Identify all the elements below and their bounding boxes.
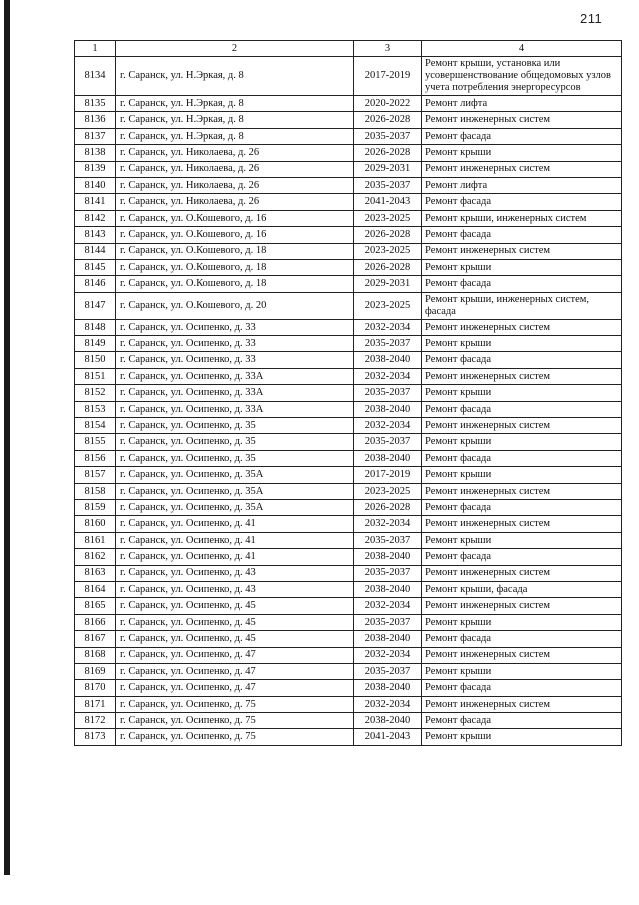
work-type: Ремонт крыши	[422, 467, 622, 483]
header-col-4: 4	[422, 41, 622, 57]
address: г. Саранск, ул. Осипенко, д. 43	[116, 565, 354, 581]
work-type: Ремонт инженерных систем	[422, 368, 622, 384]
work-type: Ремонт лифта	[422, 177, 622, 193]
address: г. Саранск, ул. Осипенко, д. 75	[116, 696, 354, 712]
table-row	[75, 418, 622, 434]
work-type: Ремонт инженерных систем	[422, 319, 622, 335]
row-number: 8150	[75, 352, 116, 368]
work-type: Ремонт лифта	[422, 96, 622, 112]
table-row	[75, 581, 622, 597]
work-type: Ремонт крыши	[422, 434, 622, 450]
period: 2038-2040	[354, 631, 422, 647]
work-type: Ремонт крыши	[422, 145, 622, 161]
row-number: 8147	[75, 292, 116, 319]
row-number: 8136	[75, 112, 116, 128]
work-type: Ремонт крыши	[422, 614, 622, 630]
address: г. Саранск, ул. Николаева, д. 26	[116, 177, 354, 193]
address: г. Саранск, ул. Осипенко, д. 75	[116, 713, 354, 729]
work-type: Ремонт крыши, установка или усовершенствование общедомовых узлов учета потребления энергоресурсов	[422, 57, 622, 96]
table-row	[75, 598, 622, 614]
work-type: Ремонт фасада	[422, 401, 622, 417]
row-number: 8137	[75, 128, 116, 144]
table-row	[75, 549, 622, 565]
row-number: 8143	[75, 227, 116, 243]
table-row	[75, 401, 622, 417]
address: г. Саранск, ул. Осипенко, д. 33А	[116, 368, 354, 384]
row-number: 8148	[75, 319, 116, 335]
work-type: Ремонт инженерных систем	[422, 483, 622, 499]
work-type: Ремонт фасада	[422, 499, 622, 515]
table-row	[75, 292, 622, 319]
row-number: 8170	[75, 680, 116, 696]
address: г. Саранск, ул. Осипенко, д. 41	[116, 532, 354, 548]
row-number: 8159	[75, 499, 116, 515]
table-row	[75, 385, 622, 401]
row-number: 8155	[75, 434, 116, 450]
table-row	[75, 532, 622, 548]
page-number: 211	[580, 11, 603, 26]
address: г. Саранск, ул. Осипенко, д. 35	[116, 418, 354, 434]
row-number: 8162	[75, 549, 116, 565]
row-number: 8167	[75, 631, 116, 647]
address: г. Саранск, ул. Осипенко, д. 33А	[116, 385, 354, 401]
address: г. Саранск, ул. О.Кошевого, д. 16	[116, 210, 354, 226]
repair-schedule-table	[74, 40, 622, 746]
table-row	[75, 259, 622, 275]
work-type: Ремонт инженерных систем	[422, 647, 622, 663]
period: 2026-2028	[354, 227, 422, 243]
address: г. Саранск, ул. Осипенко, д. 47	[116, 680, 354, 696]
address: г. Саранск, ул. Осипенко, д. 35А	[116, 467, 354, 483]
table-row	[75, 483, 622, 499]
row-number: 8156	[75, 450, 116, 466]
period: 2035-2037	[354, 614, 422, 630]
table-row	[75, 319, 622, 335]
period: 2035-2037	[354, 336, 422, 352]
address: г. Саранск, ул. Н.Эркая, д. 8	[116, 112, 354, 128]
address: г. Саранск, ул. Осипенко, д. 75	[116, 729, 354, 745]
work-type: Ремонт инженерных систем	[422, 112, 622, 128]
row-number: 8145	[75, 259, 116, 275]
period: 2026-2028	[354, 499, 422, 515]
table-row	[75, 663, 622, 679]
period: 2038-2040	[354, 713, 422, 729]
table-row	[75, 565, 622, 581]
table-row	[75, 434, 622, 450]
address: г. Саранск, ул. О.Кошевого, д. 18	[116, 276, 354, 292]
work-type: Ремонт инженерных систем	[422, 418, 622, 434]
work-type: Ремонт инженерных систем	[422, 516, 622, 532]
row-number: 8173	[75, 729, 116, 745]
period: 2038-2040	[354, 352, 422, 368]
work-type: Ремонт крыши	[422, 385, 622, 401]
address: г. Саранск, ул. Осипенко, д. 41	[116, 549, 354, 565]
row-number: 8139	[75, 161, 116, 177]
row-number: 8153	[75, 401, 116, 417]
table-row	[75, 696, 622, 712]
period: 2038-2040	[354, 680, 422, 696]
row-number: 8134	[75, 57, 116, 96]
address: г. Саранск, ул. Н.Эркая, д. 8	[116, 96, 354, 112]
header-col-2: 2	[116, 41, 354, 57]
period: 2023-2025	[354, 210, 422, 226]
period: 2035-2037	[354, 565, 422, 581]
work-type: Ремонт крыши, фасада	[422, 581, 622, 597]
header-row	[75, 41, 622, 57]
table-row	[75, 713, 622, 729]
address: г. Саранск, ул. Н.Эркая, д. 8	[116, 57, 354, 96]
table-row	[75, 112, 622, 128]
period: 2032-2034	[354, 368, 422, 384]
work-type: Ремонт фасада	[422, 276, 622, 292]
address: г. Саранск, ул. Осипенко, д. 43	[116, 581, 354, 597]
row-number: 8158	[75, 483, 116, 499]
address: г. Саранск, ул. Осипенко, д. 35А	[116, 483, 354, 499]
table-row	[75, 450, 622, 466]
period: 2035-2037	[354, 177, 422, 193]
table-row	[75, 352, 622, 368]
period: 2032-2034	[354, 516, 422, 532]
work-type: Ремонт фасада	[422, 194, 622, 210]
row-number: 8154	[75, 418, 116, 434]
table-row	[75, 631, 622, 647]
address: г. Саранск, ул. Осипенко, д. 35	[116, 434, 354, 450]
table-row	[75, 177, 622, 193]
header-col-3: 3	[354, 41, 422, 57]
work-type: Ремонт крыши, инженерных систем, фасада	[422, 292, 622, 319]
work-type: Ремонт крыши	[422, 259, 622, 275]
work-type: Ремонт крыши	[422, 729, 622, 745]
row-number: 8172	[75, 713, 116, 729]
period: 2038-2040	[354, 549, 422, 565]
address: г. Саранск, ул. Осипенко, д. 45	[116, 614, 354, 630]
work-type: Ремонт инженерных систем	[422, 565, 622, 581]
row-number: 8165	[75, 598, 116, 614]
work-type: Ремонт фасада	[422, 713, 622, 729]
address: г. Саранск, ул. Осипенко, д. 45	[116, 631, 354, 647]
address: г. Саранск, ул. Осипенко, д. 33А	[116, 401, 354, 417]
address: г. Саранск, ул. Осипенко, д. 47	[116, 647, 354, 663]
address: г. Саранск, ул. Осипенко, д. 33	[116, 319, 354, 335]
period: 2017-2019	[354, 467, 422, 483]
period: 2023-2025	[354, 483, 422, 499]
table-header	[75, 41, 622, 57]
table-row	[75, 161, 622, 177]
table-row	[75, 210, 622, 226]
address: г. Саранск, ул. О.Кошевого, д. 20	[116, 292, 354, 319]
address: г. Саранск, ул. Николаева, д. 26	[116, 161, 354, 177]
row-number: 8141	[75, 194, 116, 210]
work-type: Ремонт крыши	[422, 532, 622, 548]
table-row	[75, 128, 622, 144]
row-number: 8160	[75, 516, 116, 532]
period: 2035-2037	[354, 434, 422, 450]
period: 2023-2025	[354, 292, 422, 319]
address: г. Саранск, ул. О.Кошевого, д. 16	[116, 227, 354, 243]
address: г. Саранск, ул. Осипенко, д. 33	[116, 336, 354, 352]
row-number: 8138	[75, 145, 116, 161]
row-number: 8151	[75, 368, 116, 384]
row-number: 8171	[75, 696, 116, 712]
table-row	[75, 57, 622, 96]
period: 2029-2031	[354, 276, 422, 292]
work-type: Ремонт фасада	[422, 227, 622, 243]
table-body	[75, 57, 622, 746]
row-number: 8161	[75, 532, 116, 548]
row-number: 8149	[75, 336, 116, 352]
table-row	[75, 96, 622, 112]
period: 2020-2022	[354, 96, 422, 112]
table-row	[75, 614, 622, 630]
work-type: Ремонт инженерных систем	[422, 696, 622, 712]
table-row	[75, 368, 622, 384]
row-number: 8146	[75, 276, 116, 292]
work-type: Ремонт фасада	[422, 352, 622, 368]
row-number: 8157	[75, 467, 116, 483]
period: 2032-2034	[354, 696, 422, 712]
row-number: 8164	[75, 581, 116, 597]
row-number: 8152	[75, 385, 116, 401]
table-row	[75, 680, 622, 696]
work-type: Ремонт крыши	[422, 336, 622, 352]
period: 2032-2034	[354, 418, 422, 434]
table-row	[75, 194, 622, 210]
period: 2026-2028	[354, 145, 422, 161]
address: г. Саранск, ул. Осипенко, д. 35	[116, 450, 354, 466]
row-number: 8140	[75, 177, 116, 193]
period: 2035-2037	[354, 128, 422, 144]
row-number: 8144	[75, 243, 116, 259]
address: г. Саранск, ул. Осипенко, д. 45	[116, 598, 354, 614]
work-type: Ремонт фасада	[422, 631, 622, 647]
work-type: Ремонт инженерных систем	[422, 161, 622, 177]
row-number: 8169	[75, 663, 116, 679]
address: г. Саранск, ул. Осипенко, д. 41	[116, 516, 354, 532]
work-type: Ремонт фасада	[422, 128, 622, 144]
table-row	[75, 516, 622, 532]
period: 2026-2028	[354, 259, 422, 275]
table-row	[75, 227, 622, 243]
period: 2041-2043	[354, 194, 422, 210]
table-row	[75, 467, 622, 483]
address: г. Саранск, ул. О.Кошевого, д. 18	[116, 243, 354, 259]
work-type: Ремонт фасада	[422, 680, 622, 696]
address: г. Саранск, ул. Осипенко, д. 33	[116, 352, 354, 368]
period: 2032-2034	[354, 647, 422, 663]
work-type: Ремонт инженерных систем	[422, 598, 622, 614]
row-number: 8166	[75, 614, 116, 630]
address: г. Саранск, ул. Николаева, д. 26	[116, 145, 354, 161]
table-row	[75, 729, 622, 745]
period: 2026-2028	[354, 112, 422, 128]
period: 2038-2040	[354, 401, 422, 417]
scan-left-edge	[4, 0, 10, 875]
table-row	[75, 647, 622, 663]
table-row	[75, 243, 622, 259]
address: г. Саранск, ул. Н.Эркая, д. 8	[116, 128, 354, 144]
period: 2023-2025	[354, 243, 422, 259]
row-number: 8142	[75, 210, 116, 226]
address: г. Саранск, ул. Осипенко, д. 35А	[116, 499, 354, 515]
period: 2035-2037	[354, 532, 422, 548]
header-col-1: 1	[75, 41, 116, 57]
period: 2017-2019	[354, 57, 422, 96]
address: г. Саранск, ул. О.Кошевого, д. 18	[116, 259, 354, 275]
period: 2032-2034	[354, 319, 422, 335]
row-number: 8168	[75, 647, 116, 663]
row-number: 8163	[75, 565, 116, 581]
work-type: Ремонт инженерных систем	[422, 243, 622, 259]
period: 2038-2040	[354, 581, 422, 597]
period: 2038-2040	[354, 450, 422, 466]
work-type: Ремонт крыши	[422, 663, 622, 679]
period: 2041-2043	[354, 729, 422, 745]
table-row	[75, 145, 622, 161]
work-type: Ремонт крыши, инженерных систем	[422, 210, 622, 226]
table-row	[75, 336, 622, 352]
address: г. Саранск, ул. Осипенко, д. 47	[116, 663, 354, 679]
work-type: Ремонт фасада	[422, 549, 622, 565]
row-number: 8135	[75, 96, 116, 112]
table-row	[75, 499, 622, 515]
table-row	[75, 276, 622, 292]
address: г. Саранск, ул. Николаева, д. 26	[116, 194, 354, 210]
period: 2032-2034	[354, 598, 422, 614]
period: 2035-2037	[354, 385, 422, 401]
period: 2035-2037	[354, 663, 422, 679]
period: 2029-2031	[354, 161, 422, 177]
work-type: Ремонт фасада	[422, 450, 622, 466]
